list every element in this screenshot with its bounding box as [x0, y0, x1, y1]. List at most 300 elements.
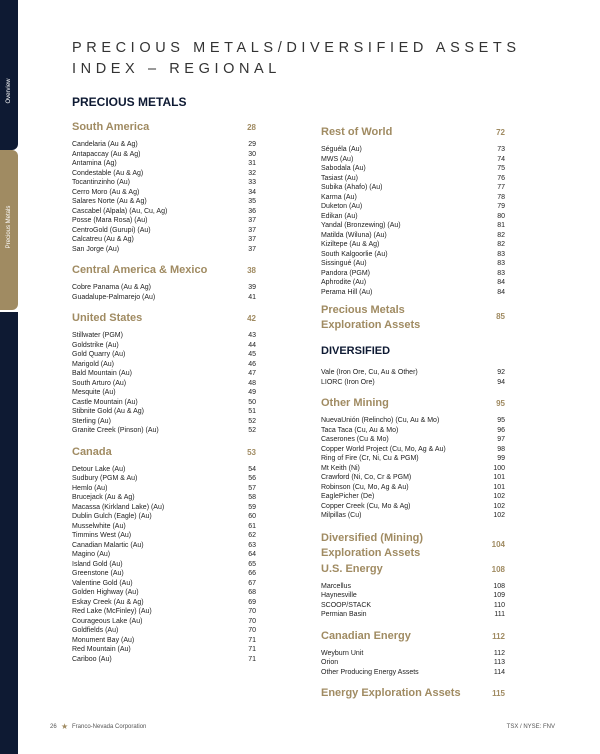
- entry-page: 47: [248, 370, 256, 377]
- entry-page: 83: [497, 260, 505, 267]
- list-other-mining: [321, 416, 505, 521]
- entry-name: Séguéla (Au): [321, 146, 362, 153]
- entry-name: Brucejack (Au & Ag): [72, 494, 135, 501]
- entry-page: 44: [248, 341, 256, 349]
- entry-page: 61: [248, 522, 256, 530]
- heading-us-energy[interactable]: [321, 563, 505, 582]
- heading-name: U.S. Energy: [321, 562, 383, 575]
- entry-name: Castle Mountain (Au): [72, 398, 138, 406]
- index-entry[interactable]: [72, 655, 256, 665]
- index-entry[interactable]: [72, 522, 256, 532]
- index-entry[interactable]: [72, 178, 256, 188]
- index-entry[interactable]: [72, 331, 256, 341]
- entry-page: 39: [248, 284, 256, 291]
- index-entry[interactable]: [72, 245, 256, 255]
- entry-page: 113: [493, 659, 505, 666]
- entry-name: Stibnite Gold (Au & Ag): [72, 408, 144, 415]
- entry-page: 82: [497, 241, 505, 248]
- entry-name: Pandora (PGM): [321, 269, 371, 277]
- list-diversified: [321, 368, 505, 387]
- entry-name: Aphrodite (Au): [321, 279, 367, 286]
- region-page: 28: [247, 123, 256, 132]
- index-entry[interactable]: [321, 368, 505, 378]
- index-entry[interactable]: [321, 250, 505, 260]
- entry-name: Other Producing Energy Assets: [321, 668, 419, 676]
- entry-name: Red Lake (McFinley) (Au): [72, 608, 152, 615]
- heading-page: 108: [491, 564, 505, 574]
- index-entry[interactable]: [72, 426, 256, 436]
- entry-page: 111: [494, 611, 505, 618]
- section-heading-diversified: DIVERSIFIED: [321, 345, 391, 357]
- index-entry[interactable]: [321, 164, 505, 174]
- index-entry[interactable]: [321, 259, 505, 269]
- index-column-right: [321, 126, 505, 706]
- entry-name: Haynesville: [321, 592, 357, 599]
- entry-page: 71: [248, 655, 256, 663]
- index-entry[interactable]: [321, 183, 505, 193]
- region-page: 72: [496, 128, 505, 137]
- entry-name: EaglePicher (De): [321, 493, 375, 500]
- entry-name: Gold Quarry (Au): [72, 351, 126, 358]
- index-entry[interactable]: [72, 636, 256, 646]
- entry-page: 92: [497, 369, 505, 376]
- entry-name: Edikan (Au): [321, 212, 358, 220]
- heading-canadian-energy[interactable]: [321, 630, 505, 649]
- entry-page: 78: [497, 193, 505, 201]
- entry-page: 82: [497, 231, 505, 239]
- side-tab-overview-label: Overview: [6, 78, 12, 104]
- index-entry[interactable]: [72, 645, 256, 655]
- footer-page-number: 26: [50, 724, 57, 730]
- entry-page: 95: [497, 417, 505, 424]
- entry-page: 35: [248, 198, 256, 205]
- index-column-left: [72, 121, 256, 664]
- star-icon: ★: [61, 722, 69, 731]
- entry-name: Sabodala (Au): [321, 165, 366, 172]
- entry-name: Candelaria (Au & Ag): [72, 141, 138, 148]
- entry-name: Yandal (Bronzewing) (Au): [321, 222, 401, 229]
- footer-corporation: Franco-Nevada Corporation: [72, 724, 147, 730]
- index-entry[interactable]: [321, 582, 505, 592]
- entry-name: Perama Hill (Au): [321, 288, 373, 296]
- entry-page: 76: [497, 174, 505, 182]
- index-entry[interactable]: [72, 398, 256, 408]
- index-entry[interactable]: [321, 658, 505, 668]
- entry-name: LIORC (Iron Ore): [321, 378, 375, 386]
- entry-page: 71: [248, 636, 256, 644]
- entry-page: 74: [497, 155, 505, 163]
- region-heading-central-america[interactable]: [72, 264, 256, 283]
- entry-name: Antapaccay (Au & Ag): [72, 150, 141, 158]
- index-entry[interactable]: [321, 174, 505, 184]
- entry-page: 36: [248, 207, 256, 215]
- index-entry[interactable]: [72, 531, 256, 541]
- entry-page: 48: [248, 379, 256, 387]
- entry-page: 80: [497, 212, 505, 220]
- index-entry[interactable]: [72, 417, 256, 427]
- entry-name: Posse (Mara Rosa) (Au): [72, 217, 148, 224]
- heading-page: 95: [496, 399, 505, 408]
- index-entry[interactable]: [321, 649, 505, 659]
- entry-name: Milpillas (Cu): [321, 512, 362, 519]
- index-entry[interactable]: [72, 379, 256, 389]
- entry-page: 29: [248, 141, 256, 148]
- entry-page: 32: [248, 169, 256, 177]
- entry-page: 41: [248, 293, 256, 301]
- entry-name: Hemlo (Au): [72, 484, 108, 492]
- index-entry[interactable]: [321, 668, 505, 678]
- index-entry[interactable]: [321, 591, 505, 601]
- entry-name: Vale (Iron Ore, Cu, Au & Other): [321, 369, 418, 376]
- entry-name: Guadalupe-Palmarejo (Au): [72, 293, 156, 301]
- index-entry[interactable]: [72, 607, 256, 617]
- entry-name: SCOOP/STACK: [321, 601, 372, 609]
- entry-page: 70: [248, 627, 256, 634]
- heading-name: Canadian Energy: [321, 629, 411, 642]
- index-entry[interactable]: [72, 493, 256, 503]
- index-entry[interactable]: [321, 240, 505, 250]
- region-heading-canada[interactable]: [72, 446, 256, 465]
- entry-page: 59: [248, 503, 256, 511]
- region-name: United States: [72, 312, 143, 324]
- entry-page: 79: [497, 203, 505, 210]
- entry-page: 84: [497, 288, 505, 296]
- entry-page: 84: [497, 279, 505, 286]
- entry-page: 68: [248, 589, 256, 596]
- entry-page: 50: [248, 398, 256, 406]
- entry-name: Permian Basin: [321, 611, 367, 618]
- index-entry[interactable]: [72, 465, 256, 475]
- index-entry[interactable]: [72, 569, 256, 579]
- entry-page: 81: [497, 222, 505, 229]
- entry-page: 94: [497, 378, 505, 386]
- entry-page: 99: [497, 455, 505, 462]
- entry-page: 96: [497, 426, 505, 434]
- index-entry[interactable]: [72, 360, 256, 370]
- list-rest-of-world: [321, 145, 505, 297]
- entry-name: South Kalgoorlie (Au): [321, 250, 388, 258]
- index-entry[interactable]: [72, 350, 256, 360]
- index-entry[interactable]: [72, 226, 256, 236]
- entry-page: 64: [248, 551, 256, 558]
- entry-name: Crawford (Ni, Co, Cr & PGM): [321, 474, 412, 481]
- entry-name: Copper World Project (Cu, Mo, Ag & Au): [321, 445, 446, 453]
- entry-name: Mesquite (Au): [72, 389, 116, 396]
- entry-page: 102: [493, 512, 505, 519]
- index-entry[interactable]: [72, 188, 256, 198]
- index-entry[interactable]: [72, 159, 256, 169]
- index-entry[interactable]: [72, 235, 256, 245]
- entry-page: 45: [248, 351, 256, 358]
- entry-name: Magino (Au): [72, 551, 111, 558]
- entry-name: Island Gold (Au): [72, 560, 123, 568]
- entry-name: Karma (Au): [321, 193, 357, 201]
- entry-name: Dublin Gulch (Eagle) (Au): [72, 513, 152, 520]
- index-entry[interactable]: [321, 278, 505, 288]
- index-entry[interactable]: [321, 464, 505, 474]
- index-entry[interactable]: [321, 435, 505, 445]
- entry-page: 110: [493, 601, 505, 609]
- entry-name: Golden Highway (Au): [72, 589, 139, 596]
- entry-page: 69: [248, 598, 256, 606]
- index-entry[interactable]: [321, 155, 505, 165]
- entry-page: 37: [248, 236, 256, 243]
- region-page: 38: [247, 266, 256, 275]
- entry-name: Detour Lake (Au): [72, 465, 126, 473]
- entry-name: Monument Bay (Au): [72, 636, 135, 644]
- index-entry[interactable]: [72, 541, 256, 551]
- entry-page: 75: [497, 165, 505, 172]
- entry-name: Salares Norte (Au & Ag): [72, 198, 147, 205]
- entry-name: Red Mountain (Au): [72, 646, 131, 653]
- entry-name: Condestable (Au & Ag): [72, 169, 144, 177]
- index-entry[interactable]: [321, 492, 505, 502]
- entry-name: Marcellus: [321, 582, 351, 590]
- entry-page: 57: [248, 484, 256, 492]
- index-entry[interactable]: [321, 145, 505, 155]
- entry-name: Canadian Malartic (Au): [72, 541, 144, 549]
- entry-page: 60: [248, 513, 256, 520]
- index-entry[interactable]: [321, 610, 505, 620]
- region-page: 42: [247, 314, 256, 323]
- side-rail: [0, 0, 18, 754]
- entry-page: 73: [497, 146, 505, 153]
- index-entry[interactable]: [321, 221, 505, 231]
- entry-name: Courageous Lake (Au): [72, 617, 143, 625]
- index-entry[interactable]: [321, 288, 505, 298]
- index-entry[interactable]: [321, 202, 505, 212]
- section-heading-precious-metals: PRECIOUS METALS: [72, 95, 187, 109]
- entry-name: Copper Creek (Cu, Mo & Ag): [321, 502, 411, 510]
- entry-name: Marigold (Au): [72, 360, 115, 368]
- heading-page: 85: [496, 312, 505, 321]
- index-entry[interactable]: [72, 598, 256, 608]
- heading-line-1: Precious Metals: [321, 304, 405, 316]
- entry-name: Taca Taca (Cu, Au & Mo): [321, 426, 399, 434]
- entry-name: Duketon (Au): [321, 203, 363, 210]
- index-entry[interactable]: [321, 473, 505, 483]
- entry-page: 51: [248, 408, 256, 415]
- entry-name: MWS (Au): [321, 155, 354, 163]
- region-name: Rest of World: [321, 126, 393, 138]
- index-entry[interactable]: [72, 550, 256, 560]
- entry-name: Greenstone (Au): [72, 570, 124, 577]
- entry-page: 49: [248, 389, 256, 396]
- entry-page: 46: [248, 360, 256, 368]
- entry-page: 37: [248, 245, 256, 253]
- entry-name: Caserones (Cu & Mo): [321, 436, 389, 443]
- index-entry[interactable]: [321, 269, 505, 279]
- index-entry[interactable]: [72, 169, 256, 179]
- side-tab-precious-label: Precious Metals: [6, 205, 12, 249]
- heading-page: 115: [492, 689, 505, 698]
- entry-name: Cerro Moro (Au & Ag): [72, 188, 140, 196]
- index-entry[interactable]: [321, 426, 505, 436]
- index-entry[interactable]: [72, 579, 256, 589]
- entry-name: Orion: [321, 659, 339, 666]
- heading-name: Other Mining: [321, 397, 389, 409]
- entry-page: 101: [493, 483, 505, 491]
- entry-name: Valentine Gold (Au): [72, 579, 133, 587]
- entry-page: 37: [248, 226, 256, 234]
- entry-name: Subika (Ahafo) (Au): [321, 184, 383, 191]
- heading-name: Energy Exploration Assets: [321, 687, 461, 699]
- index-entry[interactable]: [321, 502, 505, 512]
- entry-name: Goldstrike (Au): [72, 341, 119, 349]
- heading-line-1: Diversified (Mining): [321, 531, 424, 544]
- list-central-america: [72, 283, 256, 302]
- page-title: PRECIOUS METALS/DIVERSIFIED ASSETS INDEX – REGIONAL: [72, 40, 521, 77]
- entry-page: 66: [248, 570, 256, 577]
- index-entry[interactable]: [72, 207, 256, 217]
- index-entry[interactable]: [72, 341, 256, 351]
- index-entry[interactable]: [321, 378, 505, 388]
- entry-page: 97: [497, 436, 505, 443]
- heading-div-exploration[interactable]: [321, 531, 505, 563]
- entry-page: 54: [248, 465, 256, 473]
- entry-name: Matilda (Wiluna) (Au): [321, 231, 387, 239]
- heading-other-mining[interactable]: [321, 397, 505, 416]
- index-entry[interactable]: [72, 617, 256, 627]
- index-entry[interactable]: [72, 283, 256, 293]
- entry-page: 31: [248, 160, 256, 167]
- entry-name: Mt Keith (Ni): [321, 464, 360, 472]
- entry-page: 43: [248, 332, 256, 339]
- index-entry[interactable]: [72, 484, 256, 494]
- heading-page: 112: [492, 631, 505, 641]
- side-rail-lower: [0, 312, 18, 754]
- entry-page: 112: [493, 649, 505, 657]
- index-entry[interactable]: [321, 601, 505, 611]
- entry-page: 100: [493, 464, 505, 472]
- list-canada: [72, 465, 256, 665]
- entry-page: 62: [248, 532, 256, 539]
- page-footer: [50, 724, 555, 734]
- list-united-states: [72, 331, 256, 436]
- region-heading-south-america[interactable]: [72, 121, 256, 140]
- entry-page: 108: [493, 582, 505, 590]
- index-entry[interactable]: [72, 503, 256, 513]
- entry-name: NuevaUnión (Relincho) (Cu, Au & Mo): [321, 417, 440, 424]
- entry-page: 63: [248, 541, 256, 549]
- region-name: South America: [72, 121, 150, 133]
- index-entry[interactable]: [321, 454, 505, 464]
- entry-name: Stillwater (PGM): [72, 332, 123, 339]
- heading-line-2: Exploration Assets: [321, 319, 421, 331]
- heading-page: 104: [491, 539, 505, 549]
- entry-name: Weyburn Unit: [321, 649, 364, 657]
- entry-name: Sudbury (PGM & Au): [72, 475, 138, 482]
- entry-name: Goldfields (Au): [72, 627, 119, 634]
- entry-name: Tasiast (Au): [321, 174, 358, 182]
- entry-name: Cascabel (Alpala) (Au, Cu, Ag): [72, 207, 168, 215]
- entry-name: CentroGold (Gurupi) (Au): [72, 226, 151, 234]
- index-entry[interactable]: [72, 474, 256, 484]
- index-entry[interactable]: [72, 388, 256, 398]
- footer-ticker: TSX / NYSE: FNV: [506, 724, 555, 730]
- entry-page: 102: [493, 493, 505, 500]
- entry-page: 37: [248, 217, 256, 224]
- entry-page: 33: [248, 179, 256, 186]
- entry-name: South Arturo (Au): [72, 379, 127, 387]
- list-south-america: [72, 140, 256, 254]
- index-entry[interactable]: [321, 511, 505, 521]
- index-entry[interactable]: [72, 197, 256, 207]
- list-us-energy: [321, 582, 505, 620]
- entry-page: 98: [497, 445, 505, 453]
- entry-name: Antamina (Ag): [72, 160, 117, 167]
- index-entry[interactable]: [321, 483, 505, 493]
- index-entry[interactable]: [72, 626, 256, 636]
- heading-pm-exploration[interactable]: [321, 303, 505, 335]
- entry-page: 65: [248, 560, 256, 568]
- entry-name: Sissingué (Au): [321, 260, 367, 267]
- entry-name: Granite Creek (Pinson) (Au): [72, 427, 159, 434]
- entry-page: 30: [248, 150, 256, 158]
- index-entry[interactable]: [321, 193, 505, 203]
- entry-page: 83: [497, 269, 505, 277]
- region-heading-united-states[interactable]: [72, 312, 256, 331]
- region-name: Central America & Mexico: [72, 264, 208, 276]
- entry-page: 109: [493, 592, 505, 599]
- index-entry[interactable]: [72, 407, 256, 417]
- entry-name: Timmins West (Au): [72, 532, 132, 539]
- index-entry[interactable]: [321, 231, 505, 241]
- index-entry[interactable]: [72, 560, 256, 570]
- index-entry[interactable]: [72, 150, 256, 160]
- entry-name: San Jorge (Au): [72, 245, 120, 253]
- index-entry[interactable]: [321, 445, 505, 455]
- list-canadian-energy: [321, 649, 505, 678]
- entry-page: 52: [248, 427, 256, 434]
- entry-name: Tocantinzinho (Au): [72, 179, 130, 186]
- entry-name: Eskay Creek (Au & Ag): [72, 598, 144, 606]
- entry-name: Bald Mountain (Au): [72, 370, 132, 377]
- index-entry[interactable]: [72, 140, 256, 150]
- entry-name: Cobre Panama (Au & Ag): [72, 284, 151, 291]
- entry-name: Cariboo (Au): [72, 655, 112, 663]
- entry-page: 58: [248, 494, 256, 501]
- index-entry[interactable]: [321, 212, 505, 222]
- entry-name: Robinson (Cu, Mo, Ag & Au): [321, 483, 409, 491]
- index-entry[interactable]: [321, 416, 505, 426]
- index-entry[interactable]: [72, 512, 256, 522]
- entry-page: 67: [248, 579, 256, 587]
- entry-name: Macassa (Kirkland Lake) (Au): [72, 503, 165, 511]
- entry-page: 70: [248, 608, 256, 615]
- entry-page: 71: [248, 646, 256, 653]
- region-page: 53: [247, 447, 256, 457]
- index-entry[interactable]: [72, 588, 256, 598]
- entry-name: Musselwhite (Au): [72, 522, 126, 530]
- entry-page: 52: [248, 417, 256, 425]
- entry-page: 34: [248, 188, 256, 196]
- entry-page: 102: [493, 502, 505, 510]
- region-heading-rest-of-world[interactable]: [321, 126, 505, 145]
- region-name: Canada: [72, 445, 112, 458]
- index-entry[interactable]: [72, 369, 256, 379]
- entry-page: 83: [497, 250, 505, 258]
- index-entry[interactable]: [72, 216, 256, 226]
- entry-page: 114: [493, 668, 505, 676]
- heading-line-2: Exploration Assets: [321, 546, 421, 559]
- entry-page: 101: [493, 474, 505, 481]
- entry-name: Ring of Fire (Cr, Ni, Cu & PGM): [321, 455, 419, 462]
- heading-energy-exploration[interactable]: [321, 687, 505, 706]
- entry-name: Kiziltepe (Au & Ag): [321, 241, 380, 248]
- index-entry[interactable]: [72, 293, 256, 303]
- entry-page: 70: [248, 617, 256, 625]
